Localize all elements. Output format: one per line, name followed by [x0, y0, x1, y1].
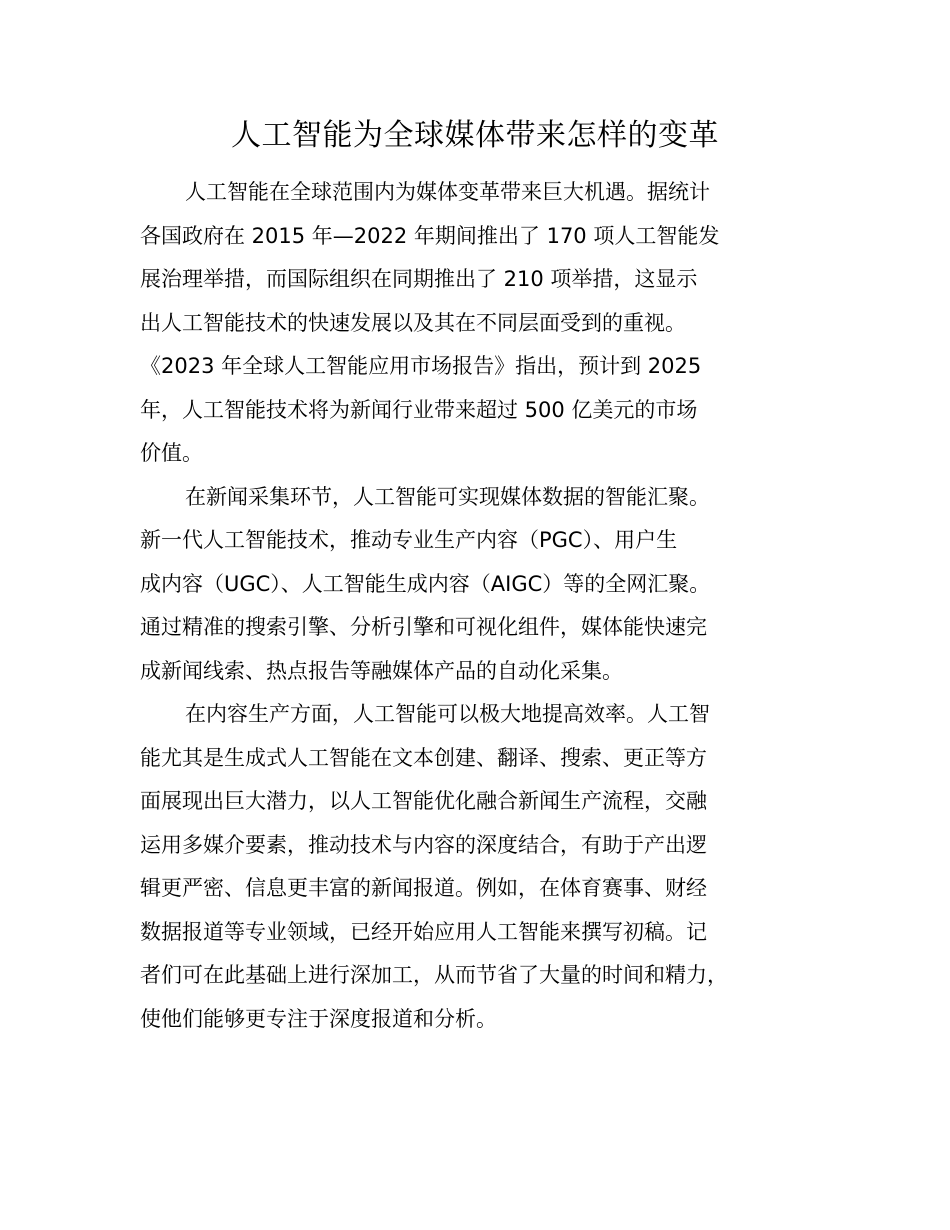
- paragraph-2: [140, 476, 840, 694]
- paragraph-line: 数据报道等专业领域，已经开始应用人工智能来撰写初稿。记: [140, 919, 707, 944]
- paragraph-line: 出人工智能技术的快速发展以及其在不同层面受到的重视。: [140, 310, 686, 335]
- paragraph-line: 使他们能够更专注于深度报道和分析。: [140, 1006, 497, 1031]
- paragraph-line: 面展现出巨大潜力，以人工智能优化融合新闻生产流程，交融: [140, 789, 707, 813]
- paragraph-line: 年，人工智能技术将为新闻行业带来超过 500 亿美元的市场: [140, 397, 698, 422]
- paragraph-line: 成内容（UGC）、人工智能生成内容（AIGC）等的全网汇聚。: [140, 571, 711, 596]
- paragraph-1: [140, 171, 840, 476]
- paragraph-line: 成新闻线索、热点报告等融媒体产品的自动化采集。: [140, 658, 623, 683]
- paragraph-line: 在新闻采集环节，人工智能可实现媒体数据的智能汇聚。: [185, 484, 710, 509]
- paragraph-line: 各国政府在 2015 年—2022 年期间推出了 170 项人工智能发: [140, 223, 720, 248]
- paragraph-line: 价值。: [140, 441, 203, 465]
- paragraph-line: 在内容生产方面，人工智能可以极大地提高效率。人工智: [185, 702, 710, 726]
- paragraph-line: 《2023 年全球人工智能应用市场报告》指出，预计到 2025: [140, 354, 702, 378]
- paragraph-line: 辑更严密、信息更丰富的新闻报道。例如，在体育赛事、财经: [140, 876, 707, 900]
- paragraph-line: 人工智能在全球范围内为媒体变革带来巨大机遇。据统计: [185, 180, 710, 204]
- paragraph-line: 通过精准的搜索引擎、分析引擎和可视化组件，媒体能快速完: [140, 615, 707, 639]
- paragraph-line: 能尤其是生成式人工智能在文本创建、翻译、搜索、更正等方: [140, 745, 707, 770]
- paragraph-3: [140, 693, 840, 1041]
- paragraph-line: 展治理举措，而国际组织在同期推出了 210 项举措，这显示: [140, 267, 698, 291]
- document-title: 人工智能为全球媒体带来怎样的变革: [231, 118, 719, 153]
- paragraph-line: 运用多媒介要素，推动技术与内容的深度结合，有助于产出逻: [140, 832, 707, 857]
- document-body: [140, 171, 840, 1041]
- paragraph-line: 者们可在此基础上进行深加工，从而节省了大量的时间和精力，: [140, 963, 728, 987]
- paragraph-line: 新一代人工智能技术，推动专业生产内容（PGC）、用户生: [140, 528, 678, 552]
